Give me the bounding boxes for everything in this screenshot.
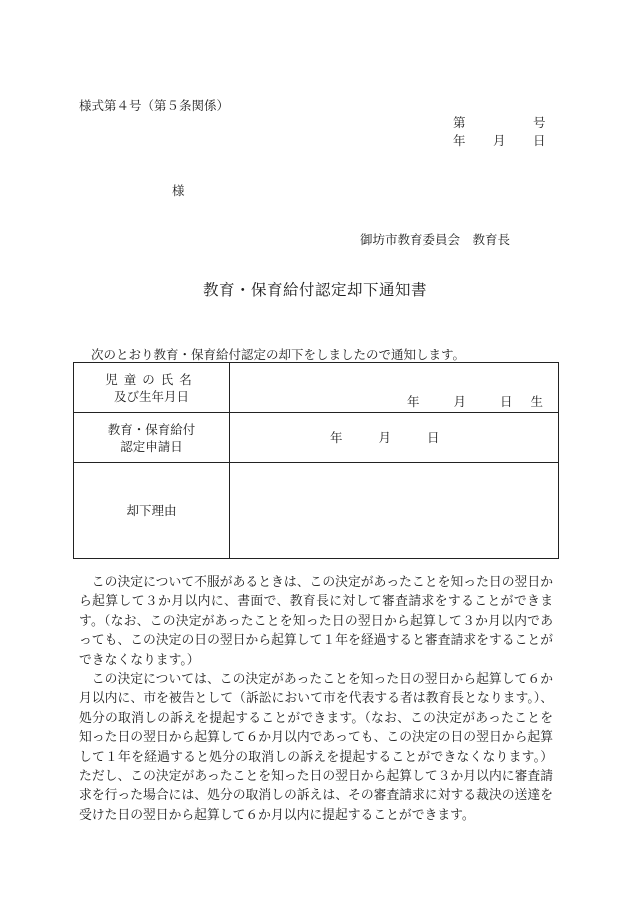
notice-table xyxy=(73,362,559,559)
application-row xyxy=(74,413,559,463)
application-month: 月 xyxy=(378,430,391,445)
addressee-suffix: 様 xyxy=(172,183,185,198)
doc-number-suffix: 号 xyxy=(533,115,546,130)
birth-month: 月 xyxy=(453,394,467,409)
application-value-cell xyxy=(230,413,559,463)
reason-label: 却下理由 xyxy=(126,503,177,518)
child-label-line1: 児童の氏名 xyxy=(105,371,198,387)
date-day: 日 xyxy=(533,133,546,148)
birth-suffix: 生 xyxy=(530,394,543,409)
notes xyxy=(79,573,553,825)
reason-label-cell xyxy=(74,463,230,559)
issuer: 御坊市教育委員会 教育長 xyxy=(360,232,511,247)
notes-paragraph-1: この決定について不服があるときは、この決定があったことを知った日の翌日から起算して３か月以内に、書面で、教育長に対して審査請求をすることができます。（なお、この決定があったことを知った日の翌日から起算して３か月以内であっても、この決定の日の翌日から起算して１年を経過すると審査請求をすることができなくなります。） xyxy=(79,575,553,668)
child-row xyxy=(74,363,559,413)
form-number: 様式第４号（第５条関係） xyxy=(79,98,230,113)
date-year: 年 xyxy=(453,133,466,148)
application-year: 年 xyxy=(330,430,343,445)
application-date-field xyxy=(330,428,439,446)
child-label-line2: 及び生年月日 xyxy=(113,388,189,404)
notes-paragraph-2: この決定については、この決定があったことを知った日の翌日から起算して６か月以内に、市を被告として（訴訟において市を代表する者は教育長となります。）、処分の取消しの訴えを提起することができます。（なお、この決定があったことを知った日の翌日から起算して６か月以内であっても、この決定の日の翌日から起算して１年を経過すると処分の取消しの訴えを提起することができなくなります。）ただし、この決定があったことを知った日の翌日から起算して３か月以内に審査請求を行った場合には、処分の取消しの訴えは、その審査請求に対する裁決の送達を受けた日の翌日から起算して６か月以内に提起することができます。 xyxy=(79,672,553,823)
reason-value-cell xyxy=(230,463,559,559)
birth-date-field xyxy=(407,392,543,410)
application-label-line2: 認定申請日 xyxy=(120,438,183,454)
birth-day: 日 xyxy=(500,394,513,409)
birth-year: 年 xyxy=(407,394,420,409)
child-label-cell xyxy=(74,363,230,413)
child-value-cell xyxy=(230,363,559,413)
reason-row xyxy=(74,463,559,559)
document-title: 教育・保育給付認定却下通知書 xyxy=(202,281,427,299)
doc-number-prefix: 第 xyxy=(453,115,466,130)
application-day: 日 xyxy=(426,430,440,445)
date-month: 月 xyxy=(493,133,506,148)
intro-text: 次のとおり教育・保育給付認定の却下をしましたので通知します。 xyxy=(91,347,466,362)
application-label-line1: 教育・保育給付 xyxy=(107,421,196,437)
application-label-cell xyxy=(74,413,230,463)
